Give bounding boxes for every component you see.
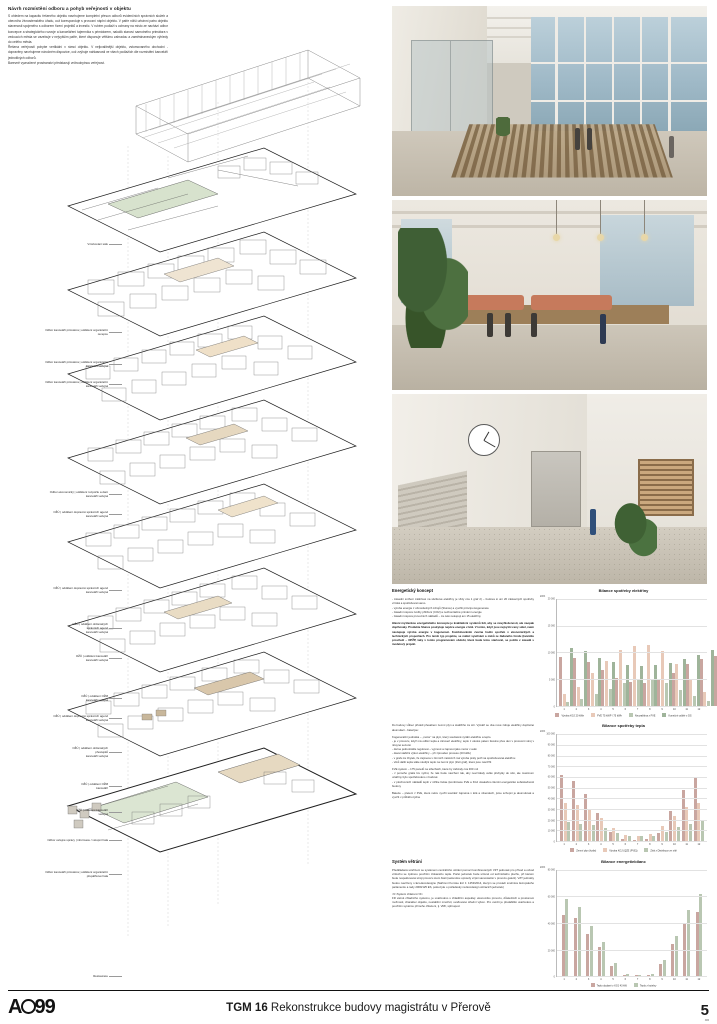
potted-plant: [496, 117, 510, 143]
chart-plot-area: [540, 734, 707, 842]
gridline: [557, 766, 707, 767]
ceiling-beam: [392, 211, 707, 214]
palm-plant: [398, 228, 468, 348]
chart-unit: kWh: [540, 730, 546, 734]
window-mullion: [612, 17, 615, 135]
x-tick: 2: [575, 978, 578, 982]
x-tick: 11: [685, 978, 688, 982]
gridline: [557, 599, 707, 600]
analysis-heading: Energetický koncept: [392, 588, 433, 593]
chart-title: Bilance spotřeby elektřiny: [598, 588, 649, 593]
bar: [587, 662, 590, 706]
legend-entry: Teplo dodané z KGJ 43 kW: [591, 983, 627, 988]
chart-title: Bilance energetiebilanc: [601, 858, 646, 864]
bar: [663, 960, 666, 976]
gridline: [557, 830, 707, 831]
terrazzo-texture: [392, 527, 707, 584]
window-transom: [531, 100, 707, 102]
analysis-paragraph: FVE systém – 175 panelů na střechách, které by zabíraly cca 300 m2 - z pomého gratis lze vyčíst, že nás bude navržení tak, aby nevznikaly velké přebytky do sítě, ale maximum uzatřiny bylo spotřebováno v budově - v plochovních nákladů lepší v nižšie řazáe (kombinace FVE a KGJ dosáahno šlemší energetické soběstačnosti budovy: [392, 767, 534, 788]
legend-entry: Zemní plyn (kotle): [570, 848, 596, 853]
y-tick: 60 000: [547, 775, 555, 779]
bar: [609, 832, 612, 842]
chart-energy-balance: [540, 859, 707, 988]
legend-entry: Zisk z Distribuce ze sítě: [644, 848, 676, 853]
analysis-block-ventilation: [392, 859, 707, 988]
pendant-cord: [644, 200, 645, 234]
gridline: [557, 706, 707, 707]
window-mullion: [668, 17, 671, 135]
legend-entry: Konečné odběr z DS: [662, 713, 691, 718]
bar: [687, 910, 690, 977]
y-tick: 5 000: [549, 678, 555, 682]
x-tick: 9: [661, 843, 663, 847]
legend-item: OŽÚ | oddělení OŽM kanceláří: [12, 782, 108, 790]
person-figure: [505, 313, 511, 337]
gridline: [557, 896, 707, 897]
y-tick: 80 000: [547, 754, 555, 758]
bar: [699, 894, 702, 977]
x-axis: [540, 977, 707, 981]
x-tick: 1: [563, 978, 565, 982]
person-figure: [587, 128, 592, 150]
y-axis: [540, 870, 556, 978]
bar: [610, 966, 613, 977]
bar: [669, 811, 672, 841]
x-tick: 3: [587, 707, 590, 711]
bar: [577, 687, 580, 706]
analysis-text-ventilation: [392, 859, 534, 988]
bar: [633, 646, 636, 706]
bar: [703, 692, 706, 706]
page-number: 5: [700, 1002, 709, 1019]
analysis-paragraph: - zásadní snížení zátěžové na sluňkové elektřiny je vždy cca 1 graf 2) – budova si uní 20 zástavných spotřeby vzniká a spotřebovat samo. - výroba energie z obnovitelných zdrojů (Slunce) a využití principu kogenerace - zásadní úspora zvolby přitížení (CO2) a nezbonítačné primární energie - zásadní úspora provozních nákladů – za celé nekupuji am 15 elektřiny: [392, 597, 534, 619]
intro-title: Návrh rozmístění odboru a pohyb veřejnosti v objektu: [8, 6, 131, 11]
x-tick: 3: [587, 843, 590, 847]
y-tick: 10 000: [547, 651, 555, 655]
page-number-block: [701, 1003, 709, 1022]
gridline: [557, 923, 707, 924]
elevator-door: [531, 451, 581, 527]
studio-logo: [8, 996, 55, 1019]
bar: [616, 833, 619, 842]
x-tick: 1: [563, 707, 565, 711]
legend-item: Odbor kanceláří primátora | oddělení organizační kanceláří veřejná: [12, 360, 108, 368]
x-tick: 7: [636, 978, 639, 982]
legend-swatch: [662, 713, 666, 717]
legend-item: Odbor kanceláří primátora | oddělení organizační recepce: [12, 328, 108, 336]
bar: [659, 964, 662, 976]
legend-item: OŽÚ | oddělení dopravně správních agend kanceláří veřejná: [12, 714, 108, 722]
bar: [592, 825, 595, 841]
bar: [675, 936, 678, 976]
person-figure: [531, 313, 537, 337]
analysis-text-heat: [392, 723, 534, 852]
gridline: [557, 870, 707, 871]
x-tick: 9: [661, 707, 663, 711]
y-tick: 20 000: [547, 819, 555, 823]
bar: [590, 926, 593, 977]
bar: [675, 664, 678, 706]
gridline: [557, 626, 707, 627]
render-lobby: [392, 394, 707, 584]
pendant-lamp: [553, 234, 560, 241]
x-tick: 9: [661, 978, 663, 982]
x-tick: 5: [612, 707, 614, 711]
bar: [576, 805, 579, 841]
legend-item: OŽÚ | oddělení občanských přestupků kanceláří veřejná: [12, 746, 108, 759]
x-tick: 1: [563, 843, 565, 847]
x-tick: 2: [575, 843, 578, 847]
bar: [615, 678, 618, 706]
bar: [596, 813, 599, 841]
gridline: [557, 820, 707, 821]
chart-electricity-balance: [540, 588, 707, 717]
person-figure: [487, 313, 493, 337]
chart-legend: [540, 713, 707, 718]
bar: [591, 673, 594, 706]
chart-unit: kWh: [540, 865, 546, 869]
chart-unit: kWh: [540, 595, 546, 598]
bar: [565, 899, 568, 976]
poster-footer: [8, 990, 709, 1024]
analysis-paragraph: Baterie – pletení z FVE, které nelze využít součásť zajména v létě a víkendech, jsme schopni je akumulovat a využít v průběhu týdne: [392, 790, 535, 800]
project-title: Rekonstrukce budovy magistrátu v Přerově: [270, 1001, 491, 1014]
legend-swatch: [591, 983, 595, 987]
window-right: [600, 215, 695, 306]
chart-plot-area: [540, 870, 707, 978]
bar: [562, 915, 565, 976]
x-tick: 10: [672, 978, 676, 982]
axonometry-column: [8, 6, 386, 988]
legend-entry: Výroba KGJ 20 kWe: [555, 713, 584, 718]
x-tick: 5: [612, 978, 614, 982]
legend-swatch: [644, 848, 648, 852]
legend-entry: Teplo z kotelny: [634, 983, 657, 988]
bar: [574, 918, 577, 977]
plot: [553, 734, 707, 844]
bar: [657, 679, 660, 706]
gridline: [557, 788, 707, 789]
y-axis: [540, 599, 556, 707]
chart-plot-area: [540, 599, 707, 707]
bar: [661, 826, 664, 841]
bar: [685, 807, 688, 841]
y-tick: 80 000: [547, 868, 555, 872]
x-tick: 8: [649, 978, 651, 982]
gridline: [557, 679, 707, 680]
bar: [584, 794, 587, 841]
gridline: [557, 950, 707, 951]
window-mullion: [640, 17, 643, 135]
x-tick: 5: [612, 843, 614, 847]
logo-letter: A: [8, 996, 22, 1018]
y-tick: 30 000: [547, 808, 555, 812]
legend-item: OŽÚ | oddělení dopravně správních agend kanceláří veřejná: [12, 510, 108, 518]
gridline: [557, 734, 707, 735]
y-tick: 50 000: [547, 786, 555, 790]
pendant-lamp: [597, 234, 604, 241]
window-mullion: [584, 17, 587, 135]
bar: [619, 650, 622, 706]
legend-item: OŽÚ | oddělení kanceláří veřejná: [12, 808, 108, 816]
x-tick: 11: [685, 707, 688, 711]
bar: [602, 942, 605, 977]
bar: [637, 680, 640, 706]
pendant-cord: [600, 200, 601, 234]
y-tick: 0: [553, 975, 555, 979]
legend-item: Odbor veřejné správy | informace / vstupní hala: [12, 838, 108, 842]
legend-swatch: [603, 848, 607, 852]
legend-item: Odbor ekonomický | oddělení rozpočtu a daní kanceláří veřejná: [12, 490, 108, 498]
legend-swatch: [555, 713, 559, 717]
render-conference-hall: [392, 6, 707, 196]
analysis-paragraph: Do budovy vůbec přivádí přesahem zemní plyn a statilčího za sítí. Vytváří se dva nové zdroje elektřiny doplněné akumulací - baterijou:: [392, 723, 535, 732]
plot: [553, 599, 707, 709]
intro-text: S ohledem na kapacitu řešeného objektu navrhujeme kompletní přesun odborů evidenčních správních služeb a obecního živnostenského úřadu, což koresponduje s provozní náplní objektu. V patře nižší urbánní patro objektu stavenosti spojeného s odborem řízení projektů a investic. V rubém podlaží s ochrany na místo ze nachází odbor koncepce a strategického rozvoje a kanceláření tajemníka s primátorem, nakolik stanoví samotného primátora v vedoucích města se vazebuje v nejvyšším patře, které disponuje většímu zahradou a zaměstnaneckým výhledy do celého města. Řešena veřejnosti pohybe vertikální v rámci objektu. V nejkvalitnější objektu, vstomovaného obchodní - dopravěny navrhujeme náročném dispozice, což zvýhuje nahlasnosti ve všech podlažích dle rozmístění kanceláří jednotlivých odborů. Barevně vyznačené prostranství představují vnitroobytnou veřejnost.: [8, 14, 168, 65]
bar: [686, 664, 689, 706]
legend-item: OŽÚ | oddělení OŽM kanceláří veřejná: [12, 694, 108, 702]
legend-item: Odbor kanceláří primátora | oddělení organizační přepážkové hala: [12, 870, 108, 878]
window-transom: [531, 62, 707, 64]
bar: [609, 689, 612, 706]
y-tick: 90 000: [547, 743, 555, 747]
bar: [559, 657, 562, 706]
x-tick: 2: [575, 707, 578, 711]
project-title-bar: [226, 1002, 491, 1014]
visualisations-column: [392, 6, 707, 988]
legend-entry: FVE 75 kWP / 75 kWh: [591, 713, 622, 718]
legend-item: OŽÚ | oddělení občanských správních agend kanceláří veřejná: [12, 622, 108, 635]
analysis-paragraph: Hlavní myšlenkou energetického konceptu je kvalitativní systémů lidí, aby se navyhloženosti, ale naopak doplňovaly. Produkte Slunce poskytuje nejvíce energie v létě. V tomto, když jsou nejvyšší ceny sídel, raém nastupuje výroba energie v kogeneraci. Kombinováním zvarna hodin spotřeb v ekonomických a technických propočtach. Pro lemši typ projektu, se nabízí využívání a zisků ze žádaného fondu (kvantitu prostředí – OPŽP, taky v tomto programovém období, které bude letos startovat, se počítá v zásadě s modelový projekt.: [392, 621, 535, 647]
window-wall: [531, 17, 707, 135]
x-axis: [540, 707, 707, 711]
bar: [573, 658, 576, 706]
person-figure: [600, 314, 606, 344]
chart-title: Bilance spotřeby tepla: [602, 723, 645, 729]
y-tick: 20 000: [547, 597, 555, 601]
bar: [665, 832, 668, 842]
bar: [700, 659, 703, 706]
legend-item: OŽÚ | oddělení kanceláří kanceláří veřejná: [12, 654, 108, 662]
bar: [643, 683, 646, 706]
plot: [553, 870, 707, 979]
analysis-paragraph: Kogenerační jednotka – „motor“ na plyn, který současně vyrábí elektřinu a teplo. - je v provozu, když má odběr tepla a zároveň elektřiny, teplo z okolos palem tkoviné přes den v prosvorni stroj v nitoyné sezoně - dal se jednotnášle regulovat – vypnout a zapnout jako motor v autě - davaí stabilní výkon elektřiny – při zprouden procesu (20 kWe) - v grafu za zbytek, že zajmena v zimních měsících má výroba práty potři na spotřebovaná elektřinu - vlivů další tepla stále studijní teplo na zemní plyn (třetí graf), které jsou navržžit: [392, 734, 534, 764]
axonometry-svg: [8, 6, 386, 966]
bar: [714, 656, 717, 706]
y-tick: 20 000: [547, 949, 555, 953]
energy-analysis-section: [392, 588, 707, 988]
gridline: [557, 745, 707, 746]
page-suffix: /06: [704, 1018, 709, 1022]
project-code: TGM 16: [226, 1001, 268, 1014]
gridline: [557, 809, 707, 810]
legend-entry: Výroba KGJ (QZE (FVE)): [603, 848, 637, 853]
y-tick: 100 000: [546, 732, 555, 736]
bar: [657, 833, 660, 842]
y-axis: [540, 734, 556, 842]
y-tick: 0: [553, 705, 555, 709]
pendant-cord: [556, 200, 557, 234]
legend-swatch: [634, 983, 638, 987]
chart-legend: [540, 983, 707, 988]
gridline: [557, 652, 707, 653]
x-tick: 7: [636, 707, 639, 711]
gridline: [557, 798, 707, 799]
y-tick: 40 000: [547, 797, 555, 801]
x-tick: 7: [636, 843, 639, 847]
bar: [649, 834, 652, 841]
bar: [614, 963, 617, 976]
bar: [696, 912, 699, 976]
y-tick: 60 000: [547, 895, 555, 899]
pendant-lamp: [641, 234, 648, 241]
chart-legend: [540, 848, 707, 853]
wall-clock-icon: [468, 424, 500, 456]
analysis-block-heat: [392, 723, 707, 852]
bar: [598, 947, 601, 976]
bar: [679, 690, 682, 706]
y-tick: 15 000: [547, 624, 555, 628]
x-tick: 12: [697, 843, 701, 847]
x-tick: 3: [587, 978, 590, 982]
x-tick: 4: [600, 978, 602, 982]
x-tick: 11: [685, 843, 688, 847]
bar: [588, 809, 591, 841]
legend-item: Odbor kanceláří primátora | oddělení organizační kanceláří veřejná: [12, 380, 108, 388]
legend-entry: Neuzažitina z FVE: [629, 713, 656, 718]
bar: [586, 934, 589, 977]
logo-number: 99: [34, 996, 55, 1018]
chart-heat-balance: [540, 723, 707, 852]
x-tick: 10: [672, 707, 676, 711]
x-tick: 12: [697, 707, 701, 711]
analysis-text-energy: [392, 588, 534, 717]
gridline: [557, 756, 707, 757]
bar: [651, 679, 654, 706]
bar: [605, 661, 608, 706]
x-tick: 8: [649, 707, 651, 711]
x-tick: 6: [624, 978, 627, 982]
legend-item: Vzorkování sálu: [12, 242, 108, 246]
chair-rows: [451, 124, 672, 177]
bar: [623, 683, 626, 705]
floor: [392, 527, 707, 584]
x-axis: [540, 842, 707, 846]
legend-swatch: [570, 848, 574, 852]
analysis-paragraph: <b>Systém chlazení</b> FR vácně chladícího systému, je uvažováno s chladičím aspektej: ekonomiko provozu, důsledních a prostorové možnosti, charakter objektu, nestabilní množstí, uvažované střední výkon. Pro ovězit je předabilitě uvažováno a použítím systému přímého chlazení, tj. VRF, split apod.: [392, 891, 534, 909]
bar: [600, 818, 603, 842]
bar: [572, 781, 575, 841]
bar: [567, 822, 570, 841]
render-lounge: [392, 200, 707, 390]
y-tick: 40 000: [547, 922, 555, 926]
bar: [647, 645, 650, 706]
potted-plant: [613, 501, 657, 557]
x-tick: 12: [697, 978, 701, 982]
x-tick: 4: [600, 707, 602, 711]
person-figure: [669, 136, 674, 158]
gridline: [557, 841, 707, 842]
bar: [665, 683, 668, 705]
bar: [689, 679, 692, 706]
person-figure: [575, 128, 580, 150]
bar: [677, 827, 680, 841]
person-figure: [590, 509, 596, 535]
y-tick: 70 000: [547, 765, 555, 769]
window-mullion: [555, 17, 558, 135]
x-tick: 10: [672, 843, 676, 847]
bench-cushion: [531, 295, 613, 310]
y-tick: 0: [553, 840, 555, 844]
analysis-heading: Systém větrání: [392, 858, 422, 864]
gridline: [557, 976, 707, 977]
bar: [672, 673, 675, 706]
bar: [689, 824, 692, 841]
bar: [629, 682, 632, 706]
bar: [707, 701, 710, 706]
legend-item: OŽÚ | oddělení dopravně správních agend kanceláří veřejná: [12, 586, 108, 594]
x-tick: 8: [649, 843, 651, 847]
bar: [693, 696, 696, 706]
bar: [595, 694, 598, 706]
bar: [601, 670, 604, 706]
bar: [579, 824, 582, 841]
bar: [563, 694, 566, 706]
legend-item: Restaurace: [12, 974, 108, 978]
legend-swatch: [591, 713, 595, 717]
x-tick: 4: [600, 843, 602, 847]
bar: [578, 907, 581, 976]
legend-swatch: [629, 713, 633, 717]
x-tick: 6: [624, 843, 627, 847]
gridline: [557, 777, 707, 778]
analysis-block-energy: [392, 588, 707, 717]
x-tick: 6: [624, 707, 627, 711]
y-tick: 10 000: [547, 829, 555, 833]
analysis-paragraph: Předkládaná uzařízení se systémem centrálního větrání pomocí kombinovaných VZT jednotek pro přívod a odvod vzduchu se zpětnou použítím získaného tepla. Počet jednotek bude určeně od technického plochu, při kterém bude respektovaná stroji provozu stoni části (sekundou opravdy vzpěí samostatně v provozu galerii). VZT jednotky budou navrženy s Eco-Ecodesignu (Nařízení Komise EU č. 1253/2014, kterým se provádí směrnice Evropského parlamentu a rady 2009/125 ES, pokud jde o požadavky na Ecodesign větracích jednotek): [392, 867, 535, 889]
